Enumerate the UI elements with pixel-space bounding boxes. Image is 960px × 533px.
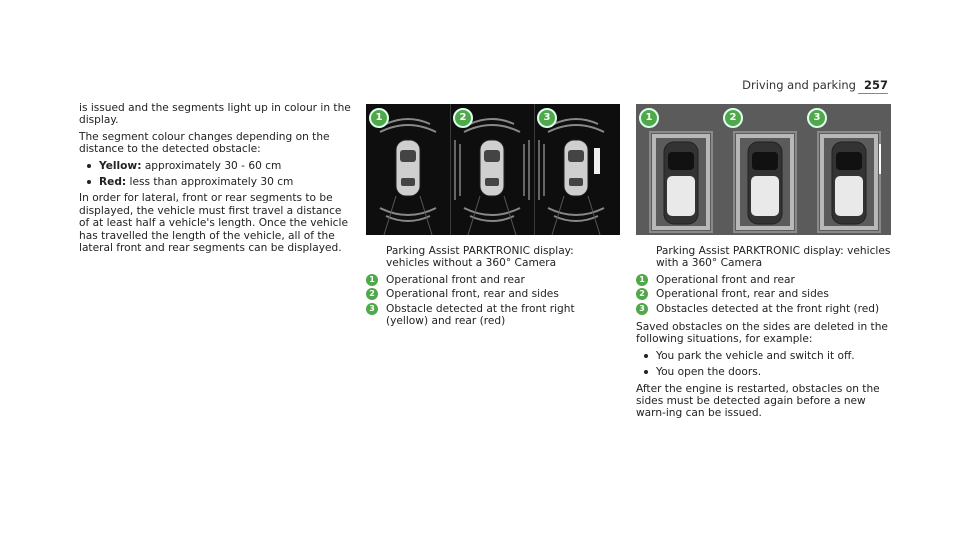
legend-item [636, 274, 892, 286]
legend-text: Obstacle detected at the front right (yellow) and rear (red) [386, 302, 575, 328]
camera-display-image [636, 104, 891, 235]
paragraph: In order for lateral, front or rear segments to be displayed, the vehicle must first travel a distance of at least half a vehicle's length. Once the vehicle has travelled the length of the vehicle, all of the lateral front and rear segments can be displayed. [79, 192, 348, 255]
running-head [700, 78, 888, 92]
legend-text: Operational front, rear and sides [656, 288, 829, 301]
legend-item [636, 288, 892, 300]
legend-item [366, 303, 616, 328]
number-badge: 2 [366, 288, 378, 300]
paragraph: After the engine is restarted, obstacles on the sides must be detected again before a new warn-ing can be issued. [636, 382, 880, 420]
figure-caption: Parking Assist PARKTRONIC display: vehicles with a 360° Camera [656, 245, 891, 270]
figure-badge: 2 [723, 108, 743, 128]
bullet-label: Yellow: [99, 159, 142, 172]
parktronic-illustration [366, 104, 620, 235]
panel-divider [534, 104, 535, 235]
figure-badge: 2 [453, 108, 473, 128]
figure-badge: 1 [639, 108, 659, 128]
page-number: 257 [863, 78, 888, 92]
bullet-item-yellow [87, 160, 351, 172]
right-column [636, 245, 892, 424]
figure-badge: 3 [807, 108, 827, 128]
bullet-item: You open the doors. [644, 366, 892, 378]
bullet-text: approximately 30 - 60 cm [141, 159, 282, 172]
number-badge: 3 [366, 303, 378, 315]
camera-illustration [636, 104, 891, 235]
panel-divider [450, 104, 451, 235]
number-badge: 1 [366, 274, 378, 286]
bullet-label: Red: [99, 176, 127, 189]
section-title: Driving and parking [742, 78, 856, 92]
legend-text: Operational front and rear [656, 273, 795, 286]
middle-column [366, 245, 616, 329]
parktronic-display-image [366, 104, 620, 235]
number-badge: 2 [636, 288, 648, 300]
bullet-item: You park the vehicle and switch it off. [644, 350, 892, 362]
legend-item [366, 274, 616, 286]
legend-text: Operational front and rear [386, 273, 525, 286]
legend-item [366, 288, 616, 300]
bullet-text: less than approximately 30 cm [126, 176, 294, 189]
number-badge: 3 [636, 303, 648, 315]
legend-text: Operational front, rear and sides [386, 288, 559, 301]
left-column [79, 102, 351, 258]
figure-badge: 3 [537, 108, 557, 128]
legend-text: Obstacles detected at the front right (red) [656, 302, 880, 315]
figure-caption: Parking Assist PARKTRONIC display: vehicles without a 360° Camera [386, 245, 574, 270]
bullet-item-red [87, 176, 351, 188]
number-badge: 1 [636, 274, 648, 286]
figure-badge: 1 [369, 108, 389, 128]
paragraph: The segment colour changes depending on the distance to the detected obstacle: [79, 130, 330, 156]
legend-item [636, 303, 892, 315]
paragraph: Saved obstacles on the sides are deleted in the following situations, for example: [636, 321, 888, 346]
header-rule [858, 93, 888, 94]
paragraph: is issued and the segments light up in colour in the display. [79, 102, 351, 127]
